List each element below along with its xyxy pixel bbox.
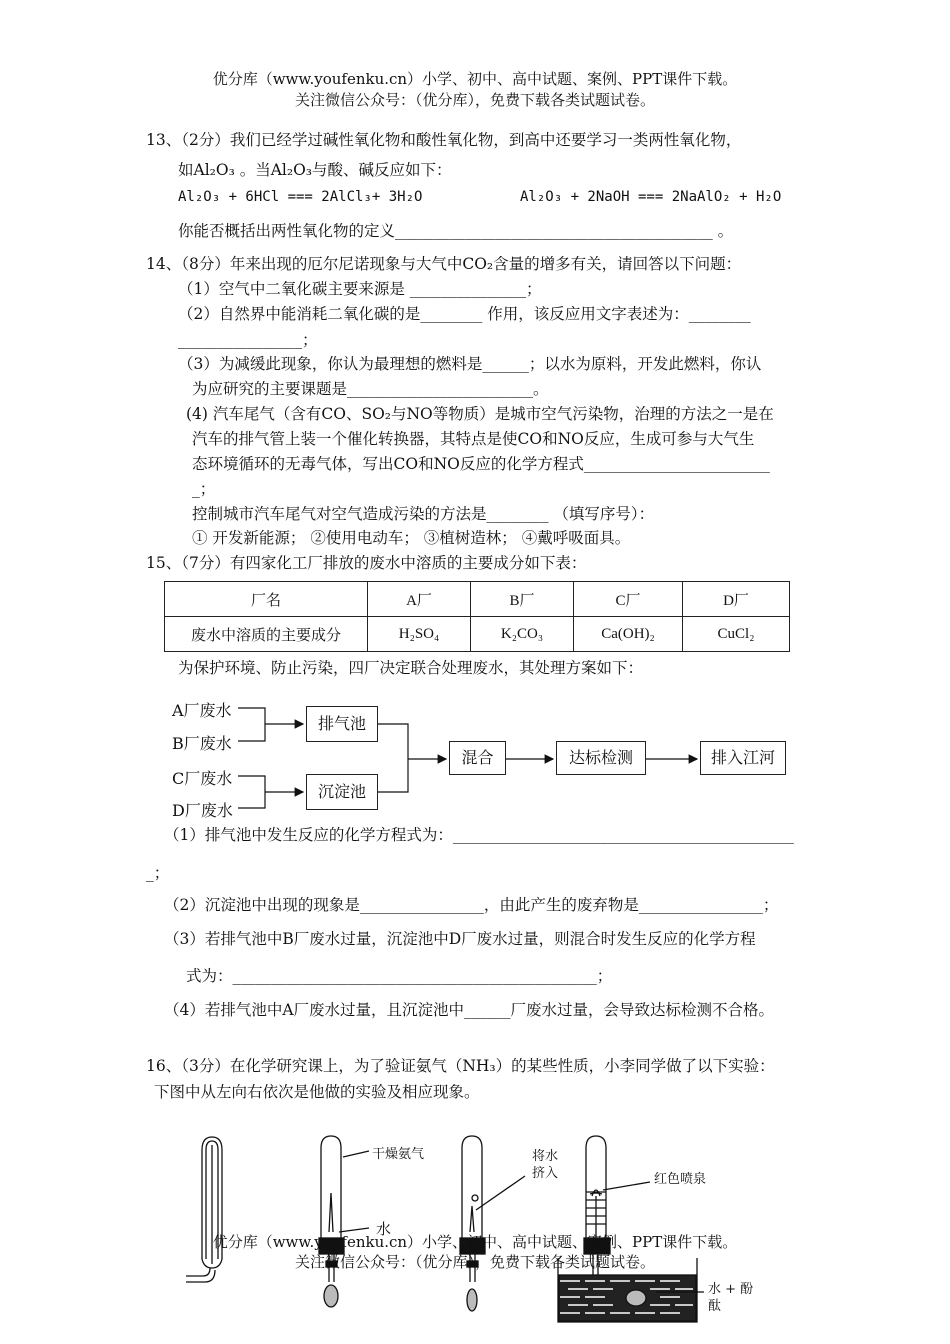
- flow-a-waste: A厂废水: [172, 701, 232, 720]
- q16-line-1: 16、（3分）在化学研究课上，为了验证氨气（NH₃）的某些性质，小李同学做了以下实验：: [146, 1057, 775, 1075]
- header-line-2: 关注微信公众号：（优分库），免费下载各类试题试卷。: [294, 91, 655, 109]
- fountain-apparatus: [558, 1136, 707, 1322]
- table-cell: CuCl₂: [683, 617, 790, 652]
- table-header-cell: B厂: [471, 582, 574, 617]
- q15-part-3b: 式为：_______________________________________________；: [186, 967, 613, 985]
- ammonia-tube: [319, 1136, 369, 1307]
- table-cell: Ca(OH)₂: [574, 617, 683, 652]
- q15-part-1a: （1）排气池中发生反应的化学方程式为：____________________________________________: [164, 826, 794, 844]
- q13-line-1: 13、（2分）我们已经学过碱性氧化物和酸性氧化物，到高中还要学习一类两性氧化物，: [146, 131, 742, 149]
- label-phenolphthalein-end: 酞: [708, 1299, 722, 1314]
- q14-part-1: （1）空气中二氧化碳主要来源是 _______________；: [178, 280, 542, 298]
- sediment-pool-box: 沉淀池: [306, 774, 378, 810]
- label-water-phenolphthalein: 水 + 酚: [708, 1282, 754, 1297]
- q15-part-1b: _；: [146, 864, 170, 882]
- flow-b-waste: B厂废水: [172, 734, 232, 753]
- label-squeeze-1: 将水: [532, 1149, 559, 1164]
- q14-part-3b: 为应研究的主要课题是________________________。: [192, 380, 549, 398]
- q14-part-5: 控制城市汽车尾气对空气造成污染的方法是________ （填写序号）：: [192, 505, 655, 523]
- q14-part-4b: 汽车的排气管上装一个催化转换器，其特点是使CO和NO反应，生成可参与大气生: [192, 430, 755, 448]
- header-line-1: 优分库（www.youfenku.cn）小学、初中、高中试题、案例、PPT课件下载。: [212, 70, 738, 88]
- table-header-cell: A厂: [368, 582, 471, 617]
- q14-part-4c: 态环境循环的无毒气体，写出CO和NO反应的化学方程式________________________: [192, 455, 770, 473]
- q14-part-4d: _；: [192, 480, 216, 498]
- q14-part-2b: ________________；: [178, 331, 318, 349]
- q14-part-4a: (4) 汽车尾气（含有CO、SO₂与NO等物质）是城市空气污染物，治理的方法之一是在: [186, 405, 774, 423]
- q14-line-1: 14、（8分）年来出现的厄尔尼诺现象与大气中CO₂含量的增多有关，请回答以下问题：: [146, 255, 742, 273]
- q15-line-1: 15、（7分）有四家化工厂排放的废水中溶质的主要成分如下表：: [146, 554, 587, 572]
- table-header-cell: D厂: [683, 582, 790, 617]
- q16-line-2: 下图中从左向右依次是他做的实验及相应现象。: [154, 1083, 480, 1101]
- table-header-cell: C厂: [574, 582, 683, 617]
- exhaust-pool-box: 排气池: [306, 706, 378, 742]
- q15-part-3a: （3）若排气池中B厂废水过量，沉淀池中D厂废水过量，则混合时发生反应的化学方程: [164, 930, 756, 948]
- check-box: 达标检测: [556, 741, 646, 775]
- mix-box: 混合: [449, 741, 506, 775]
- q15-part-2: （2）沉淀池中出现的现象是________________，由此产生的废弃物是________________；: [164, 896, 779, 914]
- q15-part-4: （4）若排气池中A厂废水过量，且沉淀池中______厂废水过量，会导致达标检测不合格。: [164, 1001, 775, 1019]
- label-dry-ammonia: 干燥氨气: [372, 1147, 425, 1162]
- label-squeeze-2: 挤入: [532, 1166, 559, 1181]
- table-cell: K₂CO₃: [471, 617, 574, 652]
- flow-c-waste: C厂废水: [172, 769, 233, 788]
- table-cell: H₂SO₄: [368, 617, 471, 652]
- squeeze-tube: [460, 1136, 525, 1311]
- q14-options: ① 开发新能源； ②使用电动车； ③植树造林； ④戴呼吸面具。: [192, 529, 631, 547]
- q14-part-2a: （2）自然界中能消耗二氧化碳的是________ 作用，该反应用文字表述为：________: [178, 305, 751, 323]
- q15-intro: 为保护环境、防止污染，四厂决定联合处理废水，其处理方案如下：: [178, 659, 644, 677]
- discharge-box: 排入江河: [700, 741, 786, 775]
- label-water: 水: [376, 1220, 392, 1238]
- label-red-fountain: 红色喷泉: [654, 1172, 707, 1187]
- q14-part-3a: （3）为减缓此现象，你认为最理想的燃料是______；以水为原料，开发此燃料，你认: [178, 355, 762, 373]
- q13-line-2: 如Al₂O₃ 。当Al₂O₃与酸、碱反应如下：: [178, 161, 452, 179]
- q13-equation-1: Al₂O₃ + 6HCl === 2AlCl₃+ 3H₂O: [178, 189, 423, 205]
- footer-line-1: 优分库（www.youfenku.cn）小学、初中、高中试题、案例、PPT课件下载。: [212, 1233, 738, 1251]
- q13-line-3: 你能否概括出两性氧化物的定义_________________________________________ 。: [178, 222, 734, 240]
- footer-line-2: 关注微信公众号：（优分库），免费下载各类试题试卷。: [294, 1253, 655, 1271]
- q13-equation-2: Al₂O₃ + 2NaOH === 2NaAlO₂ + H₂O: [520, 189, 782, 205]
- flow-d-waste: D厂废水: [172, 801, 233, 820]
- table-cell: 废水中溶质的主要成分: [165, 617, 368, 652]
- table-header-cell: 厂名: [165, 582, 368, 617]
